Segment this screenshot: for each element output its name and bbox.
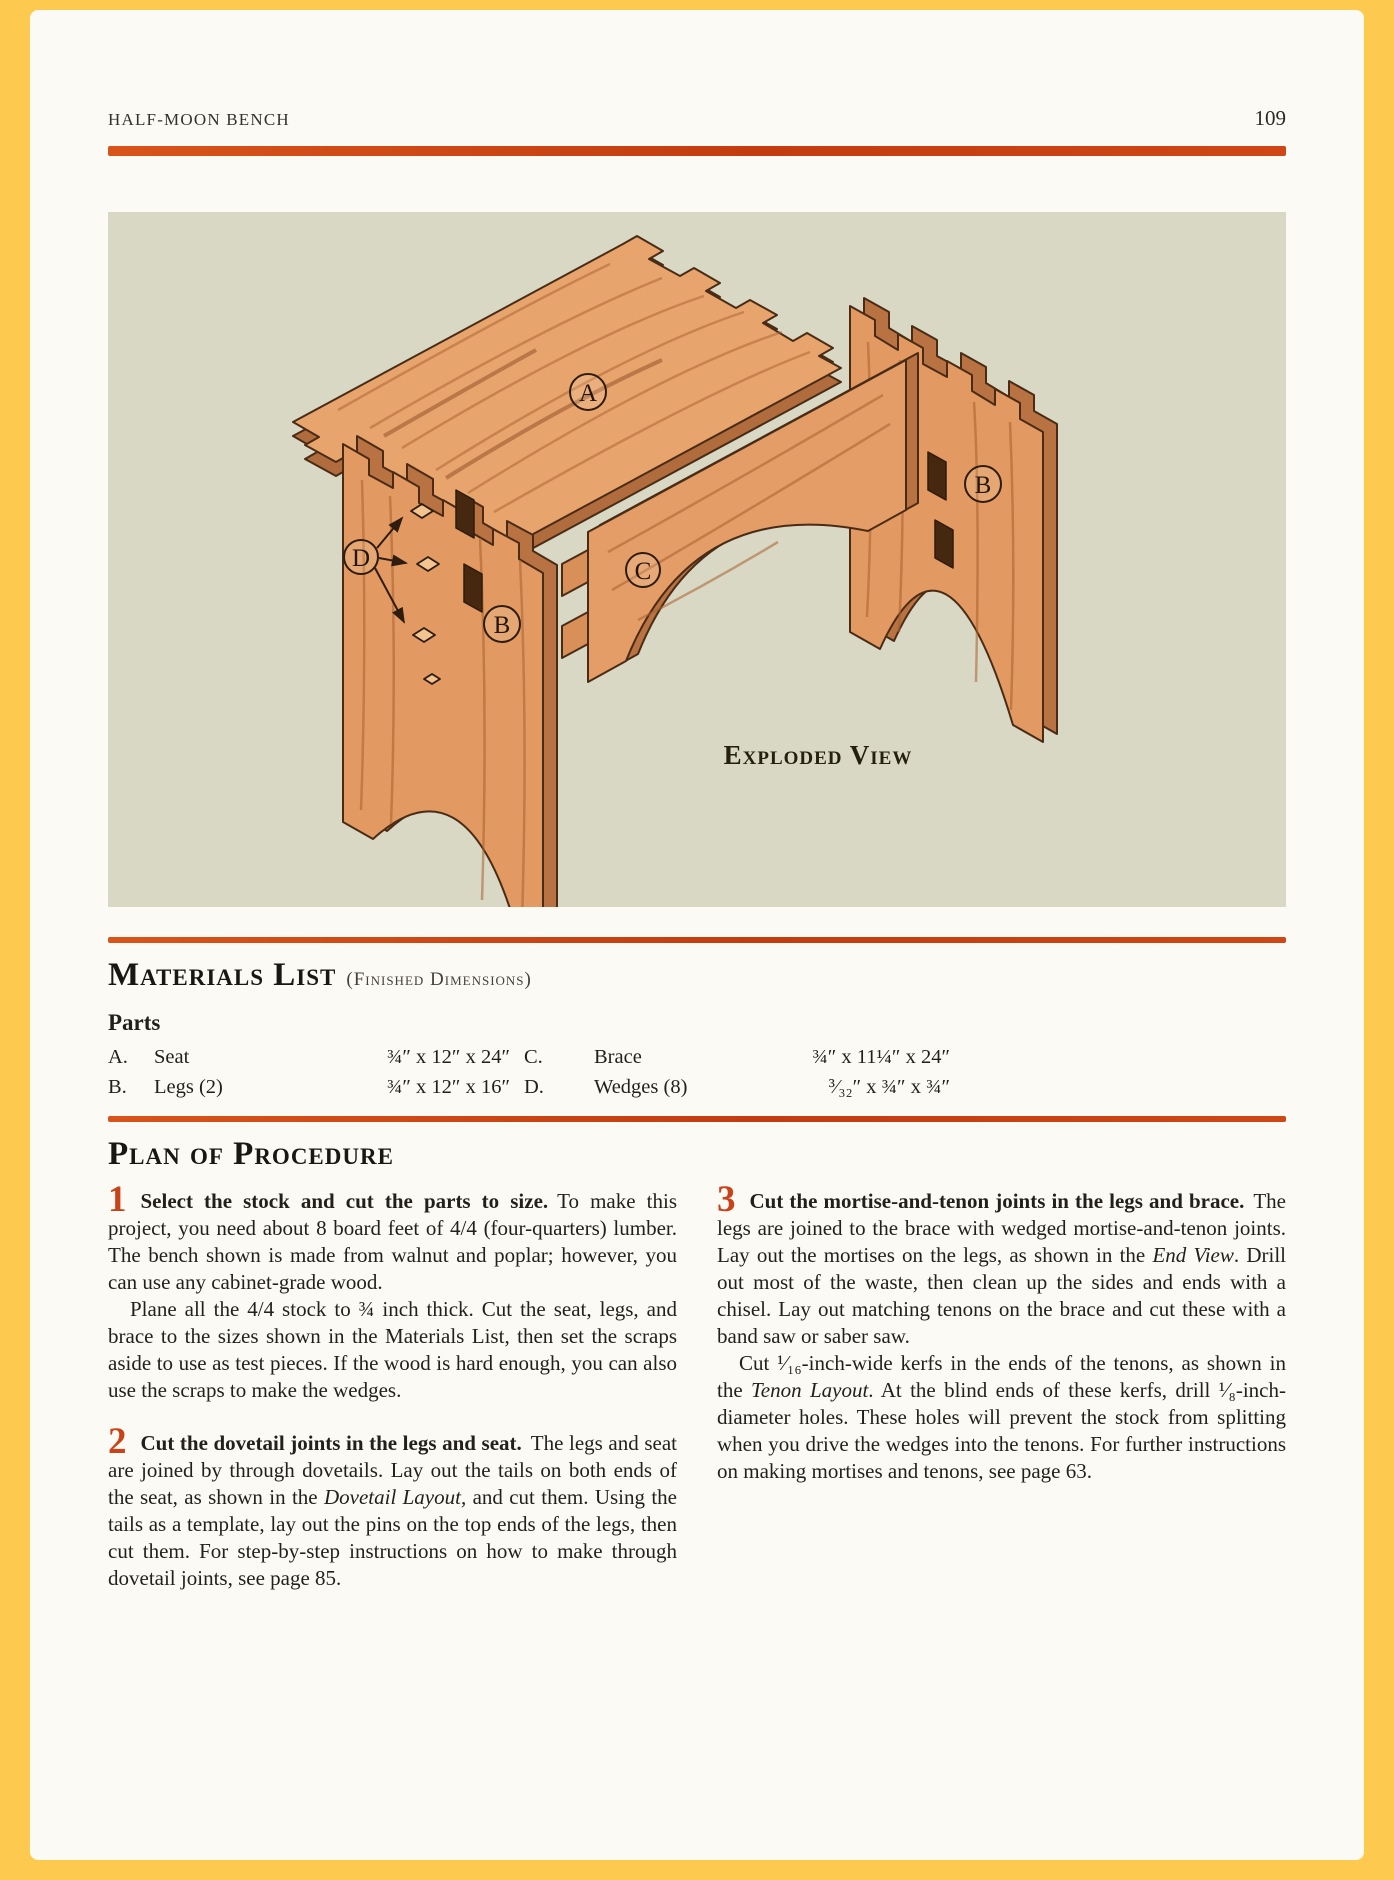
step-text: Select the stock and cut the parts to size. To make this project, you need about 8 board feet of 4/4 (four-quarters) lumber. The bench shown is made from walnut and poplar; however, you can use any cabinet-grade wood. [108, 1189, 677, 1294]
running-head-title: HALF-MOON BENCH [108, 110, 290, 129]
exploded-view-panel [108, 212, 1286, 907]
part-dims: ¾″ x 12″ x 16″ [387, 1076, 510, 1098]
step-number: 3 [717, 1179, 736, 1220]
materials-heading [108, 957, 1286, 998]
part-id: D. [524, 1076, 544, 1098]
book-page [30, 10, 1364, 1860]
procedure-step-2 [108, 1421, 678, 1592]
brace-tenon [562, 550, 588, 596]
part-name: Wedges (8) [594, 1076, 688, 1098]
label-seat: A [578, 380, 598, 407]
step-number: 1 [108, 1179, 127, 1220]
part-id: B. [108, 1076, 127, 1098]
step-paragraph [717, 1179, 1286, 1350]
part-id: C. [524, 1046, 543, 1068]
label-leg-right: B [974, 472, 992, 499]
parts-table [108, 1042, 978, 1102]
running-header [108, 106, 1286, 130]
materials-subheading: (Finished Dimensions) [346, 969, 532, 990]
header-rule [108, 146, 1286, 156]
exploded-view-illustration [108, 212, 1286, 907]
procedure-columns [108, 1179, 1286, 1633]
procedure-heading: Plan of Procedure [108, 1136, 394, 1172]
label-wedges: D [351, 545, 371, 572]
parts-label: Parts [108, 1010, 161, 1035]
step-paragraph [108, 1179, 677, 1296]
step-paragraph: Cut ¹⁄₁₆-inch-wide kerfs in the ends of the tenons, as shown in the Tenon Layout. At the blind ends of these kerfs, drill ¹⁄₈-inch-diameter holes. These holes will prevent the stock from splitting when you drive the wedges into the tenons. For further instructions on making mortises and tenons, see page 63. [717, 1351, 1286, 1483]
brace-tenon [562, 612, 588, 658]
label-brace: C [634, 558, 652, 585]
step-paragraph [108, 1421, 678, 1592]
illustration-caption: Exploded View [723, 740, 913, 770]
label-leg-left: B [493, 612, 511, 639]
page-number: 109 [1254, 106, 1286, 130]
step-text: Cut the dovetail joints in the legs and seat. The legs and seat are joined by through dovetails. Lay out the tails on both ends of the seat, as shown in the Dovetail Layout, and cut them. Using the tails as a template, lay out the pins on the top ends of the legs, then cut them. For step-by-step instructions on how to make through dovetail joints, see page 85. [108, 1431, 678, 1590]
step-paragraph: Plane all the 4/4 stock to ¾ inch thick. Cut the seat, legs, and brace to the sizes shown in the Materials List, then set the scraps aside to use as test pieces. If the wood is hard enough, you can also use the scraps to make the wedges. [108, 1297, 677, 1402]
materials-rule-bottom [108, 1116, 1286, 1122]
materials-heading-text: Materials List [108, 957, 337, 993]
materials-rule-top [108, 937, 1286, 943]
part-name: Legs (2) [154, 1076, 223, 1098]
step-text: Cut the mortise-and-tenon joints in the legs and brace. The legs are joined to the brace with wedged mortise-and-tenon joints. Lay out the mortises on the legs, as shown in the End View. Drill out most of the waste, then clean up the sides and ends with a chisel. Lay out matching tenons on the brace and cut these with a band saw or saber saw. [717, 1189, 1286, 1348]
part-id: A. [108, 1046, 128, 1068]
procedure-step-3 [717, 1179, 1286, 1485]
part-dims: ¾″ x 12″ x 24″ [387, 1046, 510, 1068]
part-dims: ¾″ x 11¼″ x 24″ [812, 1046, 950, 1068]
part-dims: ³⁄₃₂″ x ¾″ x ¾″ [828, 1076, 950, 1098]
step-number: 2 [108, 1421, 127, 1462]
part-name: Brace [594, 1046, 642, 1068]
procedure-step-1 [108, 1179, 677, 1404]
part-name: Seat [154, 1046, 190, 1068]
